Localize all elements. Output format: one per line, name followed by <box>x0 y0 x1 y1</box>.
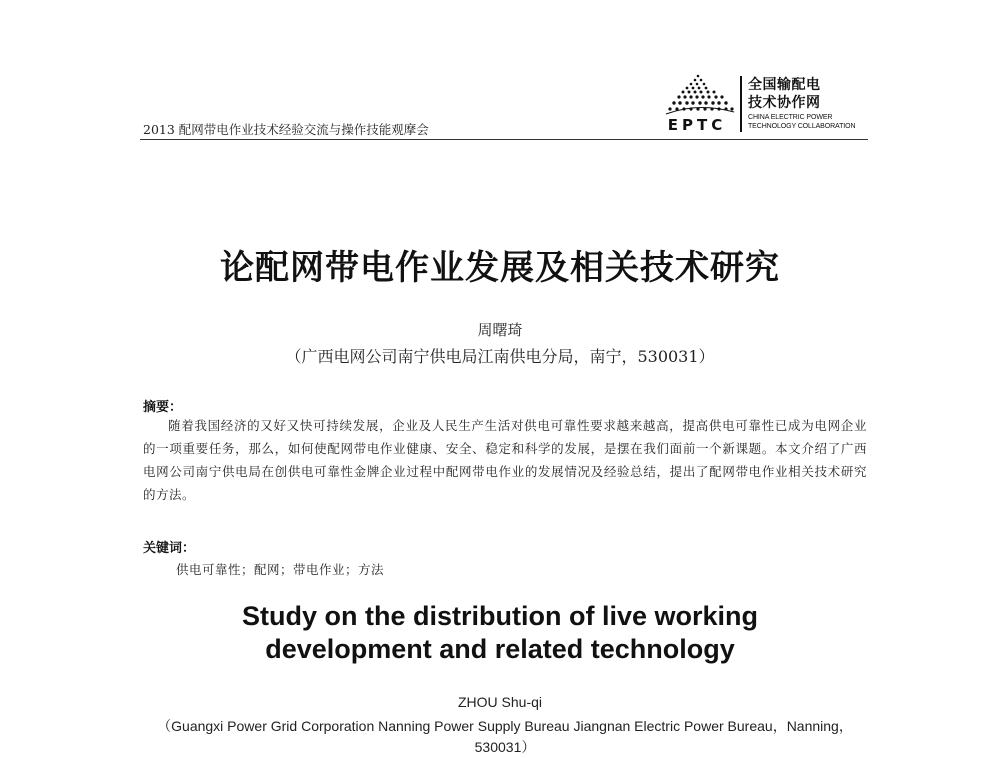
logo-divider <box>740 76 742 132</box>
abstract-label: 摘要： <box>143 400 183 415</box>
paper-title-en-line2: development and related technology <box>265 634 735 664</box>
paper-title-cn: 论配网带电作业发展及相关技术研究 <box>220 248 780 288</box>
abstract-text: 随着我国经济的又好又快可持续发展，企业及人民生产生活对供电可靠性要求越来越高，提高供电可靠性已成为电网企业的一项重要任务，那么，如何使配网带电作业健康、安全、稳定和科学的发展，是摆在我们面前一个新课题。本文介绍了广西电网公司南宁供电局在创供电可靠性金牌企业过程中配网带电作业的发展情况及经验总结，提出了配网带电作业相关技术研究的方法。 <box>143 418 867 502</box>
logo-wordmark: EPTC <box>667 116 727 134</box>
logo-cn-line1: 全国输配电 <box>748 77 821 93</box>
keywords-label: 关键词： <box>143 541 196 556</box>
eptc-logo <box>660 72 875 136</box>
paper-title-en <box>0 600 1000 666</box>
header-rule <box>140 139 868 140</box>
author-en: ZHOU Shu-qi <box>457 694 543 710</box>
triangle-dots-logo-icon <box>660 72 736 118</box>
conference-header: 2013 配网带电作业技术经验交流与操作技能观摩会 <box>143 122 429 137</box>
affiliation-cn: （广西电网公司南宁供电局江南供电分局，南宁，530031） <box>285 347 715 366</box>
logo-cn-line2: 技术协作网 <box>748 95 821 111</box>
paper-title-en-line1: Study on the distribution of live working <box>242 601 758 631</box>
logo-en-line2: TECHNOLOGY COLLABORATION <box>748 123 856 130</box>
keywords-text: 供电可靠性；配网；带电作业；方法 <box>176 562 385 577</box>
affiliation-en: （Guangxi Power Grid Corporation Nanning Power Supply Bureau Jiangnan Electric Power Bureau，Nanning，530031） <box>157 718 853 755</box>
logo-en-line1: CHINA ELECTRIC POWER <box>748 114 833 121</box>
author-cn: 周曙琦 <box>477 321 523 339</box>
